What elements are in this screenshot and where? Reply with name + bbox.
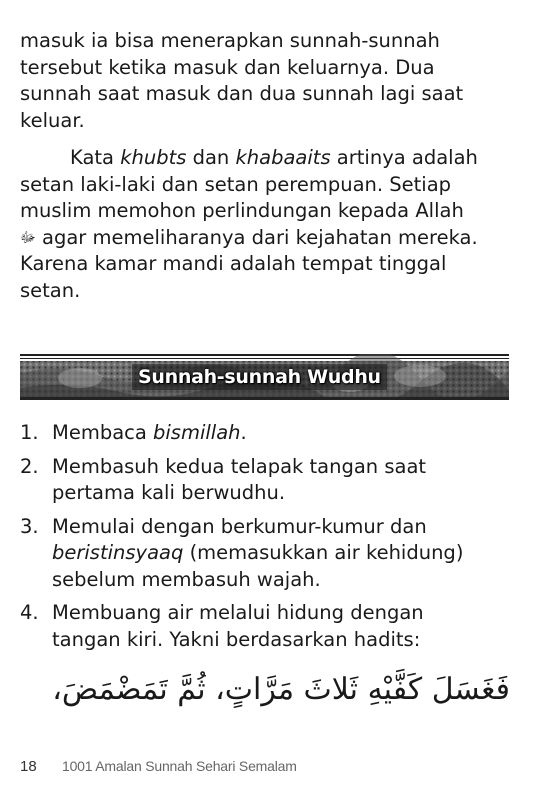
text-line: setan. [20,278,81,302]
text-line: setan laki-laki dan setan perempuan. Setiap [20,172,452,196]
text-fragment: agar memeliharanya dari kejahatan mereka. [35,225,478,249]
sunnah-list [20,420,510,660]
italic-term: bismillah [153,421,241,444]
text-fragment: Kata [70,146,121,169]
list-number: 3. [20,514,39,538]
list-number: 1. [20,421,39,444]
text-line [52,540,510,567]
paragraph-2 [20,145,510,304]
text-fragment: . [240,421,247,444]
italic-term: khubts [120,146,187,169]
text-line: tersebut ketika masuk dan keluarnya. Dua [20,55,435,79]
text-line: tangan kiri. Yakni berdasarkan hadits: [52,627,421,651]
section-title: Sunnah-sunnah Wudhu [132,364,387,390]
text-line: sunnah saat masuk dan dua sunnah lagi saat [20,82,464,105]
italic-term: khabaaits [235,146,331,169]
text-fragment: dan [186,146,236,169]
text-line: Membasuh kedua telapak tangan saat [52,454,427,478]
italic-term: beristinsyaaq [52,541,184,564]
list-number: 2. [20,454,39,478]
honorific-symbol: ﷻ [20,229,36,246]
text-line: Membuang air melalui hidung dengan [52,601,424,624]
page-footer [20,758,297,775]
text-line: Karena kamar mandi adalah tempat tinggal [20,252,447,275]
list-item [20,454,510,507]
list-item [20,600,510,653]
text-line: keluar. [20,108,85,132]
text-line: Memulai dengan berkumur-kumur dan [52,514,427,538]
text-line: pertama kali berwudhu. [52,481,286,504]
list-item [20,420,510,447]
text-line: masuk ia bisa menerapkan sunnah-sunnah [20,29,440,52]
text-line: muslim memohon perlindungan kepada Allah [20,199,464,222]
text-line [52,420,510,447]
text-line: sebelum membasuh wajah. [52,567,321,591]
list-item [20,514,510,594]
text-fragment: (memasukkan air kehidung) [183,541,464,564]
text-line [20,225,510,252]
paragraph-1 [20,28,510,134]
list-number: 4. [20,601,39,624]
section-header-banner [20,354,509,400]
text-fragment: artinya adalah [330,146,478,169]
page-number: 18 [20,758,37,775]
text-line [20,145,510,172]
text-fragment: Membaca [52,421,154,444]
arabic-hadith-text: فَغَسَلَ كَفَّيْهِ ثَلاثَ مَرَّاتٍ، ثُمَّ تَمَضْمَضَ، [52,672,510,707]
book-title: 1001 Amalan Sunnah Sehari Semalam [62,758,297,774]
